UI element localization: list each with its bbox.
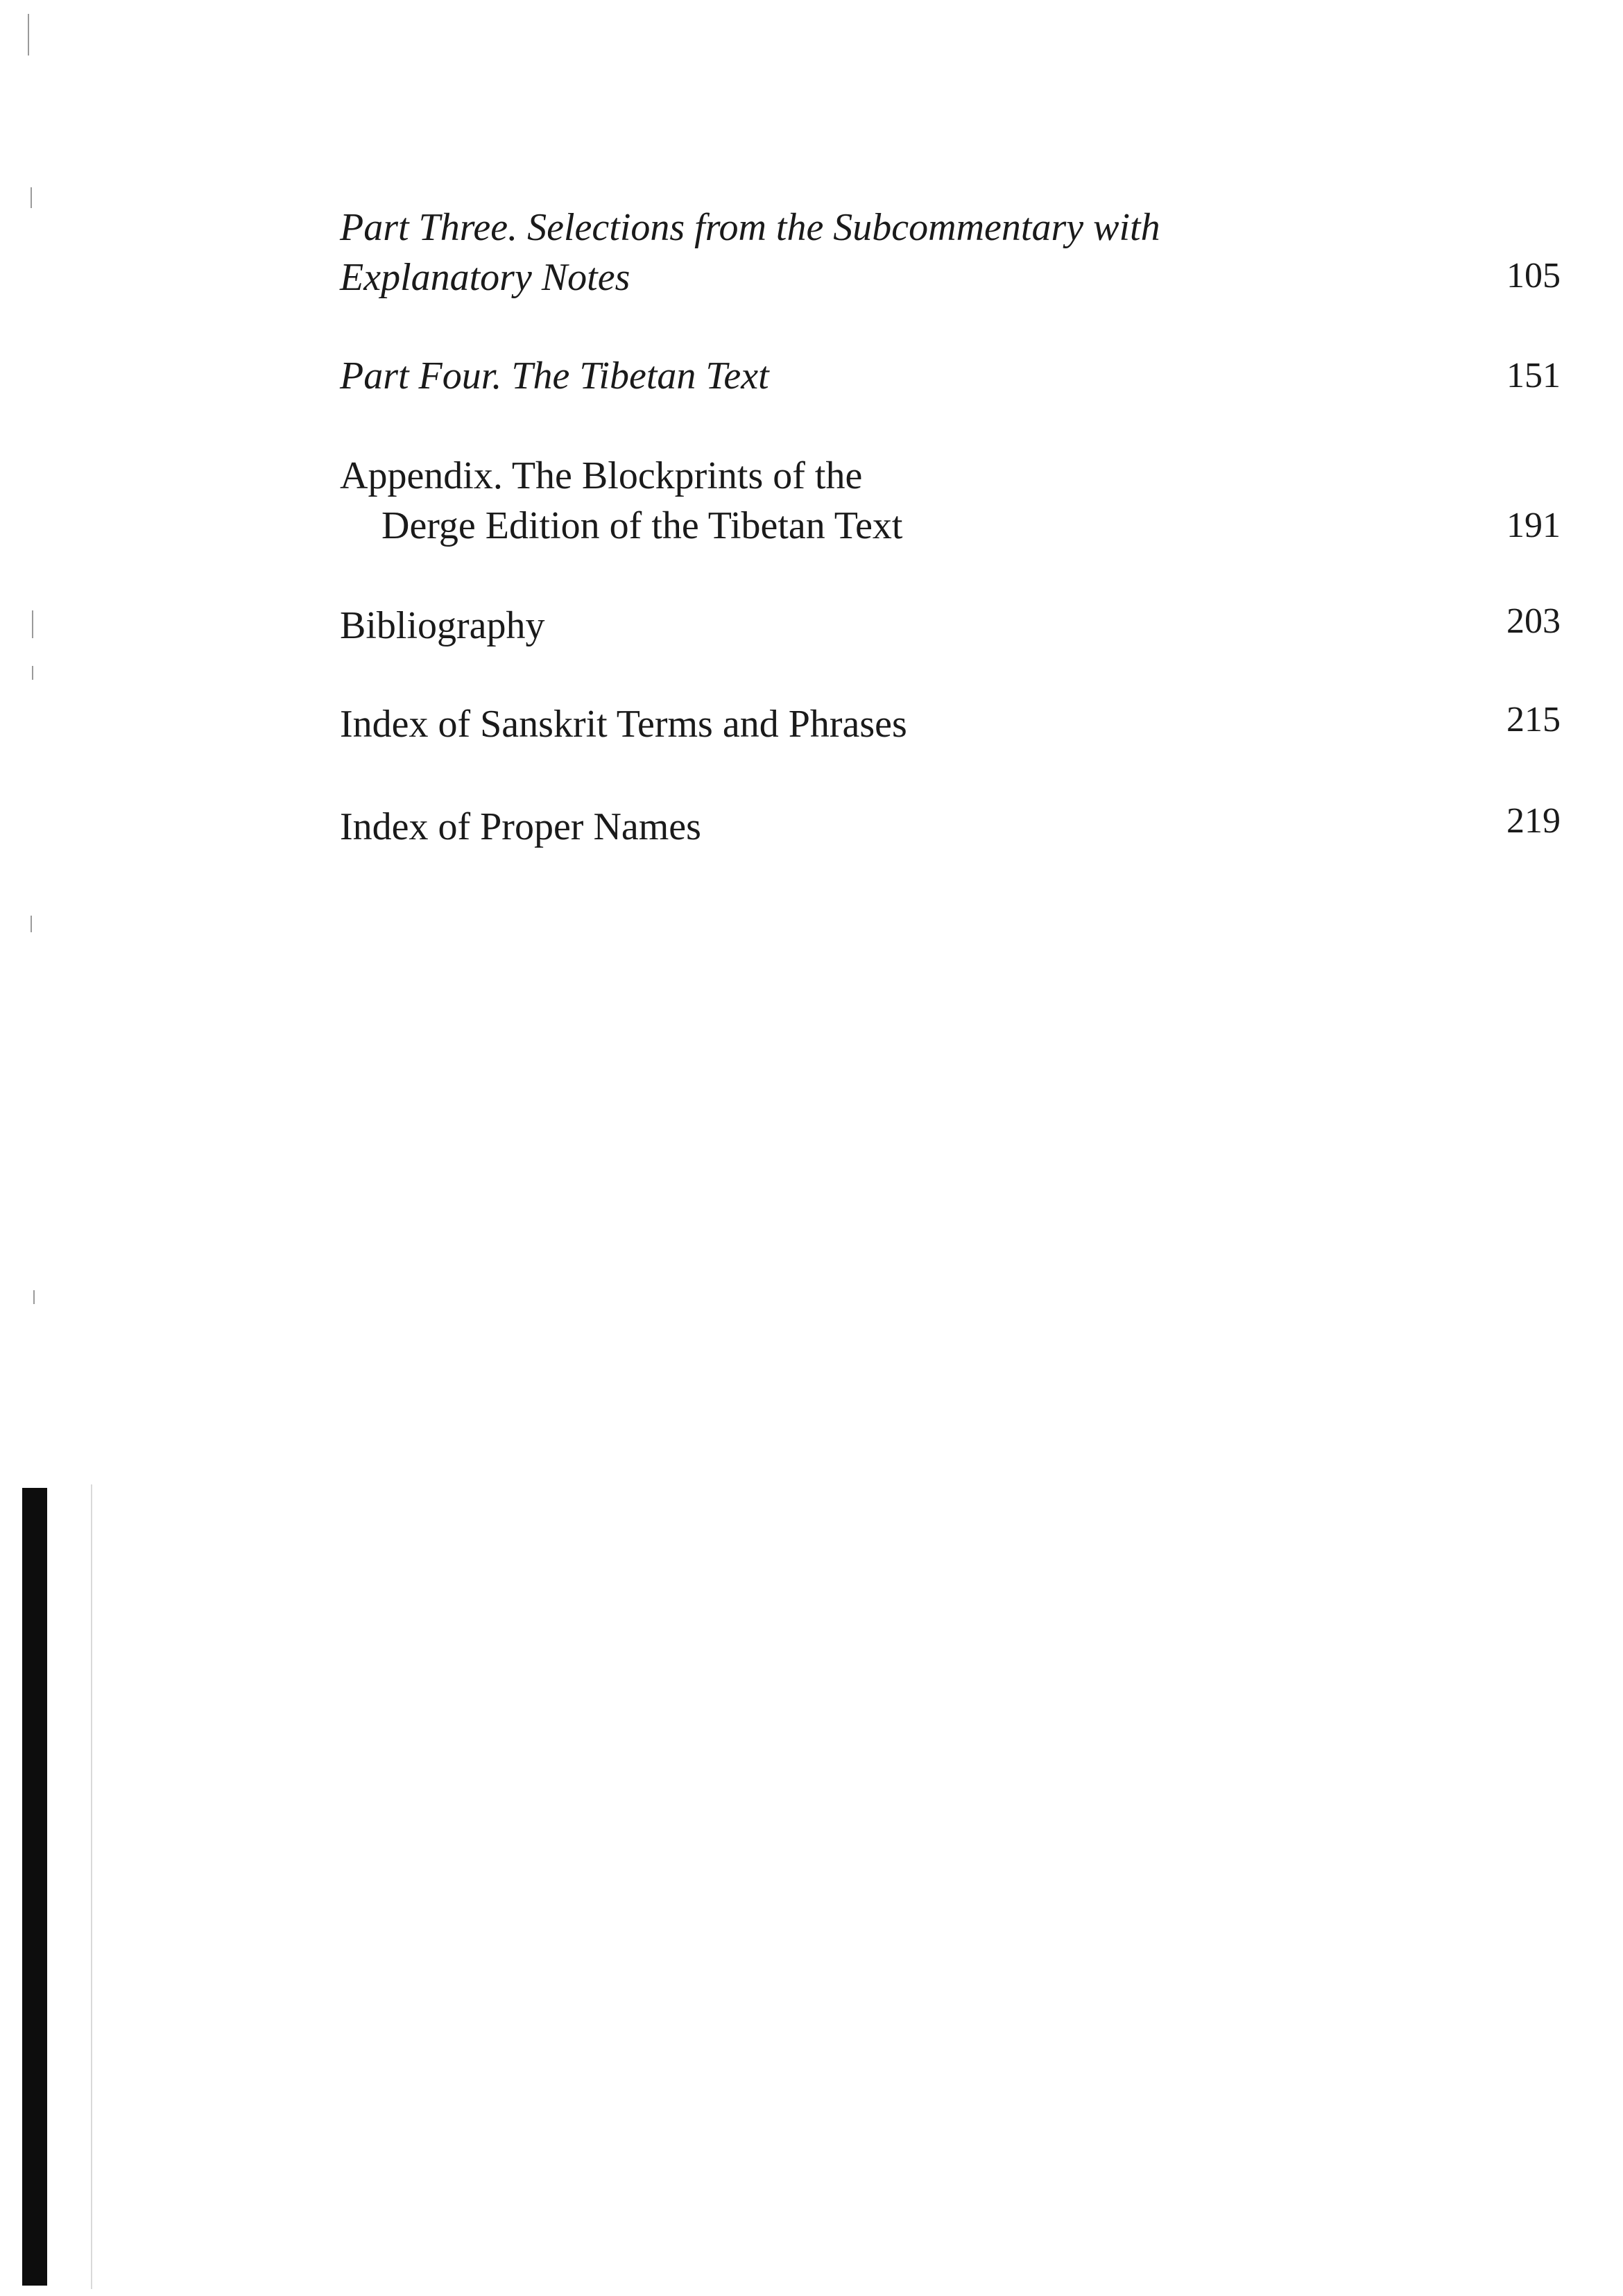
toc-entry-page-number: 219 xyxy=(1506,801,1561,841)
toc-entry-title xyxy=(340,451,903,551)
toc-entry[interactable] xyxy=(340,203,1561,307)
toc-entry-page-number: 215 xyxy=(1506,700,1561,739)
toc-entry-page-number: 203 xyxy=(1506,601,1561,641)
toc-entry-title-line: Appendix. The Blockprints of the xyxy=(340,454,863,497)
toc-entry-page-number: 105 xyxy=(1506,256,1561,295)
toc-entry[interactable] xyxy=(340,601,1561,656)
toc-entry-title xyxy=(340,203,1160,302)
toc-entry-page-number: 151 xyxy=(1506,356,1561,395)
scan-artifact xyxy=(33,1290,35,1304)
toc-entry-title-line: Part Four. The Tibetan Text xyxy=(340,354,769,397)
toc-entry[interactable] xyxy=(340,451,1561,555)
toc-entry-title-line: Index of Sanskrit Terms and Phrases xyxy=(340,703,907,746)
scan-artifact xyxy=(31,916,32,932)
toc-entry-title-line: Bibliography xyxy=(340,604,545,647)
toc-entry-title-line: Index of Proper Names xyxy=(340,805,701,848)
toc-entry[interactable] xyxy=(340,351,1561,406)
toc-entry[interactable] xyxy=(340,802,1561,857)
scan-artifact xyxy=(32,610,33,638)
toc-entry-title xyxy=(340,699,907,749)
toc-entry-title-line: Part Three. Selections from the Subcommentary with xyxy=(340,206,1160,249)
toc-entry-title xyxy=(340,601,545,651)
scan-artifact xyxy=(31,187,32,208)
toc-entry-title-line: Derge Edition of the Tibetan Text xyxy=(381,504,903,547)
toc-entry-title xyxy=(340,802,701,852)
scan-edge-shadow xyxy=(22,1488,47,2286)
toc-entry-title-line: Explanatory Notes xyxy=(340,256,630,299)
table-of-contents xyxy=(340,0,1561,2296)
scan-artifact xyxy=(28,14,29,55)
toc-entry-page-number: 191 xyxy=(1506,506,1561,545)
scan-artifact xyxy=(91,1484,92,2289)
toc-entry[interactable] xyxy=(340,699,1561,755)
toc-entry-title xyxy=(340,351,769,401)
scan-artifact xyxy=(32,666,33,680)
